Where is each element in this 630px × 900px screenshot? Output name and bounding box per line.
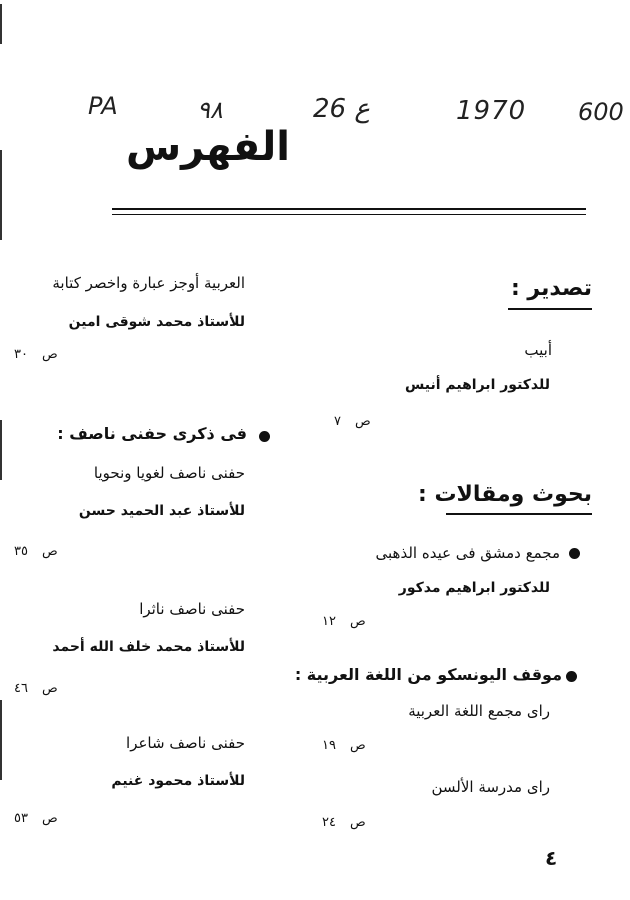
page-ref [322, 738, 366, 753]
bullet-icon [259, 431, 270, 442]
page-ref [322, 815, 366, 830]
handwritten-note-1: PA [88, 92, 118, 120]
page-ref [322, 614, 366, 629]
page-label: ص [41, 544, 58, 559]
article-author: للأستاذ محمد خلف الله أحمد [52, 639, 245, 655]
article-author: للأستاذ عبد الحميد حسن [78, 503, 245, 519]
heading-underline [508, 308, 592, 310]
page-folio: ٤ [545, 846, 558, 870]
article-author: للدكتور ابراهيم مدكور [398, 580, 550, 596]
page-number: ٤٦ [14, 681, 28, 696]
heading-underline [446, 513, 592, 515]
handwritten-note-3: 26 ع [313, 94, 370, 124]
page-number: ٣٠ [14, 347, 28, 362]
article-author: للأستاذ محمد شوقى امين [68, 314, 245, 330]
page-number: ٣٥ [14, 544, 28, 559]
page-label: ص [41, 811, 58, 826]
article-title: العربية أوجز عبارة واخصر كتابة [52, 274, 245, 292]
page-number: ٥٣ [14, 811, 28, 826]
page-number: ١٢ [322, 614, 336, 629]
page-label: ص [349, 815, 366, 830]
subsection-heading: موقف اليونسكو من اللغة العربية : [294, 665, 562, 684]
title-rule [112, 208, 586, 210]
article-title: أبيب [524, 341, 552, 359]
article-title: مجمع دمشق فى عيده الذهبى [375, 544, 560, 562]
page-label: ص [349, 738, 366, 753]
page-ref [14, 681, 58, 696]
handwritten-note-5: 600 [578, 98, 624, 126]
article-title: حفنى ناصف لغويا ونحويا [93, 464, 245, 482]
section-heading-research: بحوث ومقالات : [417, 482, 592, 507]
page-ref [334, 414, 371, 429]
article-author: للدكتور ابراهيم أنيس [404, 377, 550, 393]
scan-edge-mark [0, 4, 2, 44]
page-label: ص [41, 681, 58, 696]
section-heading-preface: تصدير : [510, 276, 592, 301]
subsection-heading: فى ذكرى حفنى ناصف : [57, 424, 247, 443]
article-author: للأستاذ محمود غنيم [111, 773, 245, 789]
page-label: ص [354, 414, 371, 429]
page-label: ص [349, 614, 366, 629]
page-ref [14, 544, 58, 559]
scan-edge-mark [0, 700, 2, 780]
page-number: ٧ [334, 414, 341, 429]
handwritten-note-2: ٩٨ [197, 96, 223, 124]
scan-edge-mark [0, 150, 2, 240]
article-title: حفنى ناصف شاعرا [126, 734, 245, 752]
title-rule-thin [112, 214, 586, 215]
handwritten-year: 1970 [456, 96, 527, 126]
page-title: الفهرس [125, 124, 290, 170]
scan-edge-mark [0, 420, 2, 480]
page-ref [14, 811, 58, 826]
page-label: ص [41, 347, 58, 362]
bullet-icon [566, 671, 577, 682]
page-number: ٢٤ [322, 815, 336, 830]
page-number: ١٩ [322, 738, 336, 753]
page-ref [14, 347, 58, 362]
article-title: راى مجمع اللغة العربية [408, 702, 550, 720]
article-title: حفنى ناصف ناثرا [139, 600, 245, 618]
article-title: راى مدرسة الألسن [431, 778, 550, 796]
bullet-icon [569, 548, 580, 559]
